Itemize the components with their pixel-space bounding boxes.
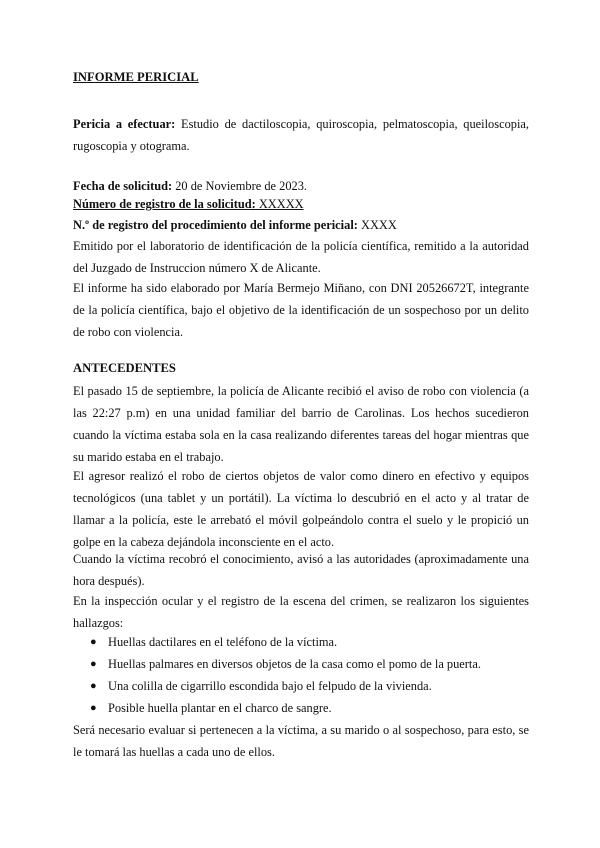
fecha-label: Fecha de solicitud: bbox=[73, 179, 173, 193]
list-item bbox=[73, 631, 529, 653]
registro-procedimiento-value: XXXX bbox=[357, 218, 397, 232]
elaborado-paragraph: El informe ha sido elaborado por María Bermejo Miñano, con DNI 20526672T, integrante de la policía científica, bajo el objetivo de la identificación de un sospechoso por un delito de robo con violencia. bbox=[73, 281, 529, 339]
pericia-label: Pericia a efectuar: bbox=[73, 117, 176, 131]
emitido-paragraph: Emitido por el laboratorio de identificación de la policía científica, remitido a la autoridad del Juzgado de Instruccion número X de Alicante. bbox=[73, 239, 529, 275]
bullet-icon: ● bbox=[90, 680, 97, 692]
pericia-value: Estudio de dactiloscopia, quiroscopia, pelmatoscopia, queiloscopia, rugoscopia y otograma. bbox=[73, 117, 529, 153]
bullet-icon: ● bbox=[90, 658, 97, 670]
finding-text: Posible huella plantar en el charco de sangre. bbox=[108, 701, 332, 715]
list-item bbox=[73, 675, 529, 697]
antecedentes-paragraph-4: En la inspección ocular y el registro de la escena del crimen, se realizaron los siguientes hallazgos: bbox=[73, 594, 529, 630]
antecedentes-title: ANTECEDENTES bbox=[73, 361, 176, 375]
findings-list bbox=[73, 631, 529, 719]
antecedentes-paragraph-2: El agresor realizó el robo de ciertos objetos de valor como dinero en efectivo y equipos tecnológicos (una tablet y un portátil). La víctima lo descubrió en el acto y al tratar de llamar a la policía, este le arrebató el móvil golpeándolo contra el suelo y le propició un golpe en la cabeza dejándola inconsciente en el acto. bbox=[73, 469, 529, 549]
antecedentes-paragraph-3: Cuando la víctima recobró el conocimiento, avisó a las autoridades (aproximadamente una hora después). bbox=[73, 552, 529, 588]
fecha-value: 20 de Noviembre de 2023. bbox=[172, 179, 308, 193]
finding-text: Huellas dactilares en el teléfono de la víctima. bbox=[108, 635, 338, 649]
finding-text: Una colilla de cigarrillo escondida bajo el felpudo de la vivienda. bbox=[108, 679, 432, 693]
antecedentes-paragraph-5: Será necesario evaluar si pertenecen a la víctima, a su marido o al sospechoso, para esto, se le tomará las huellas a cada uno de ellos. bbox=[73, 723, 529, 759]
numero-registro-label: Número de registro de la solicitud: bbox=[73, 197, 256, 211]
finding-text: Huellas palmares en diversos objetos de la casa como el pomo de la puerta. bbox=[108, 657, 481, 671]
registro-procedimiento-label: N.º de registro del procedimiento del informe pericial: bbox=[73, 218, 358, 232]
numero-registro-line bbox=[73, 193, 529, 215]
list-item bbox=[73, 697, 529, 719]
pericia-paragraph bbox=[73, 113, 529, 157]
registro-procedimiento-line bbox=[73, 214, 529, 236]
antecedentes-paragraph-1: El pasado 15 de septiembre, la policía de Alicante recibió el aviso de robo con violencia (a las 22:27 p.m) en una unidad familiar del barrio de Carolinas. Los hechos sucedieron cuando la víctima estaba sola en la casa realizando diferentes tareas del hogar mientras que su marido estaba en el trabajo. bbox=[73, 384, 529, 464]
report-title: INFORME PERICIAL bbox=[73, 70, 199, 84]
bullet-icon: ● bbox=[90, 702, 97, 714]
bullet-icon: ● bbox=[90, 636, 97, 648]
numero-registro-value: XXXXX bbox=[255, 197, 304, 211]
list-item bbox=[73, 653, 529, 675]
